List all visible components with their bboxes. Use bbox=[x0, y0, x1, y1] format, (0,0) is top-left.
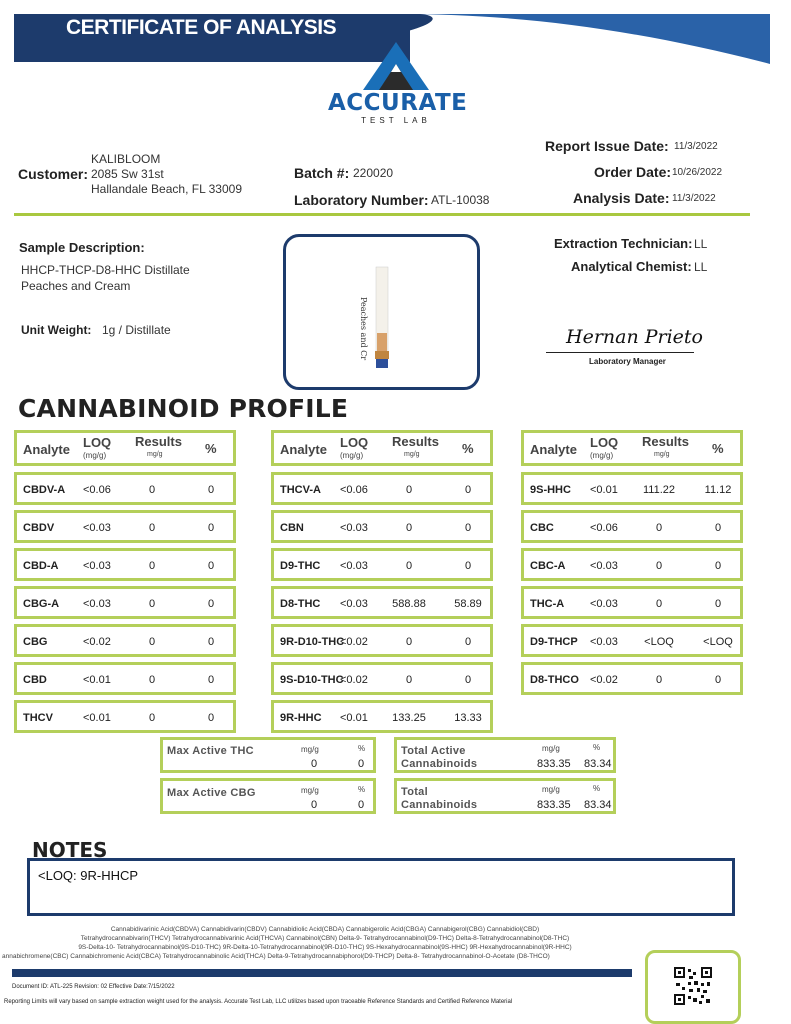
analyte-percent: 0 bbox=[464, 522, 472, 534]
analyte-name: CBC bbox=[530, 522, 554, 534]
header-analyte: Analyte bbox=[280, 442, 327, 457]
disclaimer-text: Reporting Limits will vary based on sample extraction weight used for the analysis. Accurate Test Lab, LLC utilizes based upon traceable Reference Standards and Certified Reference Material bbox=[4, 999, 513, 1005]
analyte-percent: 0 bbox=[714, 522, 722, 534]
table-row bbox=[14, 472, 236, 505]
analyte-result: 0 bbox=[405, 636, 413, 648]
table-row bbox=[521, 510, 743, 543]
glossary-line3: 9S-Delta-10- Tetrahydrocannabinol(9S-D10-THC) 9R-Delta-10-Tetrahydrocannabinol(9R-D10-THC) 9S-Hexahydrocannabinol(9S-HHC) 9R-Hexahydrocannabinol(9R-HHC) bbox=[78, 944, 572, 951]
sample-photo-label: Peaches and Cr bbox=[359, 297, 368, 361]
analyte-result: 0 bbox=[148, 484, 156, 496]
analyte-name: 9R-HHC bbox=[280, 712, 322, 724]
table-row bbox=[14, 510, 236, 543]
extraction-technician-value: LL bbox=[694, 237, 708, 251]
max-active-cbg-pct: 0 bbox=[358, 799, 365, 811]
total-active-cannabinoids-box bbox=[394, 737, 616, 773]
analyte-name: THC-A bbox=[530, 598, 565, 610]
max-active-cbg-pct-unit: % bbox=[358, 785, 366, 794]
analyte-result: <LOQ bbox=[644, 636, 674, 648]
table-row bbox=[14, 662, 236, 695]
analytical-chemist-value: LL bbox=[694, 260, 708, 274]
table-row bbox=[521, 586, 743, 619]
customer-name: KALIBLOOM bbox=[91, 152, 161, 166]
header-loq-unit: (mg/g) bbox=[83, 451, 107, 460]
analyte-loq: <0.06 bbox=[590, 522, 618, 534]
header-results-unit: mg/g bbox=[147, 451, 163, 458]
analyte-result: 0 bbox=[148, 712, 156, 724]
qr-code-frame bbox=[645, 950, 741, 1024]
analyte-result: 111.22 bbox=[642, 484, 675, 496]
table-header bbox=[14, 430, 236, 466]
total-active-value: 833.35 bbox=[537, 758, 571, 770]
table-row bbox=[14, 700, 236, 733]
analyte-result: 0 bbox=[655, 560, 663, 572]
laboratory-manager-label: Laboratory Manager bbox=[589, 357, 666, 366]
sample-description-line1: HHCP-THCP-D8-HHC Distillate bbox=[21, 263, 190, 277]
analyte-name: THCV bbox=[23, 712, 53, 724]
header-loq: LOQ bbox=[83, 435, 112, 450]
total-unit: mg/g bbox=[542, 785, 560, 794]
analyte-result: 133.25 bbox=[392, 712, 426, 724]
analyte-result: 0 bbox=[405, 560, 413, 572]
analysis-date-label: Analysis Date: bbox=[573, 190, 670, 206]
analyte-name: 9S-HHC bbox=[530, 484, 571, 496]
max-active-cbg-box bbox=[160, 778, 376, 814]
total-active-pct-unit: % bbox=[593, 743, 601, 752]
total-active-unit: mg/g bbox=[542, 744, 560, 753]
header-results-unit: mg/g bbox=[404, 451, 420, 458]
analyte-name: CBN bbox=[280, 522, 304, 534]
analyte-percent: 0 bbox=[207, 636, 215, 648]
analyte-loq: <0.01 bbox=[590, 484, 618, 496]
analyte-loq: <0.01 bbox=[83, 674, 111, 686]
analyte-loq: <0.02 bbox=[340, 636, 368, 648]
table-row bbox=[271, 662, 493, 695]
table-row bbox=[271, 700, 493, 733]
total-cannabinoids-box bbox=[394, 778, 616, 814]
analyte-loq: <0.03 bbox=[590, 598, 618, 610]
analyte-percent: 0 bbox=[464, 484, 472, 496]
analyte-percent: 0 bbox=[464, 560, 472, 572]
document-title: CERTIFICATE OF ANALYSIS bbox=[66, 16, 337, 39]
analyte-result: 0 bbox=[405, 674, 413, 686]
mountain-logo-icon bbox=[361, 40, 431, 92]
sample-syringe-image bbox=[286, 237, 477, 387]
header-loq-unit: (mg/g) bbox=[590, 451, 614, 460]
analyte-percent: 58.89 bbox=[454, 598, 482, 610]
analyte-loq: <0.03 bbox=[340, 560, 368, 572]
lab-number-label: Laboratory Number: bbox=[294, 192, 429, 208]
analyte-result: 588.88 bbox=[392, 598, 426, 610]
analyte-loq: <0.01 bbox=[83, 712, 111, 724]
analyte-result: 0 bbox=[148, 636, 156, 648]
logo-subtitle: TEST LAB bbox=[361, 116, 431, 125]
total-label-line2: Cannabinoids bbox=[401, 799, 478, 811]
table-row bbox=[271, 510, 493, 543]
analysis-date-value: 11/3/2022 bbox=[672, 193, 716, 204]
table-row bbox=[271, 472, 493, 505]
analyte-percent: 0 bbox=[207, 598, 215, 610]
max-active-thc-pct-unit: % bbox=[358, 744, 366, 753]
analyte-percent: 0 bbox=[207, 484, 215, 496]
analyte-result: 0 bbox=[405, 484, 413, 496]
analyte-percent: 0 bbox=[207, 522, 215, 534]
max-active-thc-box bbox=[160, 737, 376, 773]
footer-bar bbox=[12, 969, 632, 977]
analyte-percent: 0 bbox=[464, 674, 472, 686]
analyte-loq: <0.02 bbox=[340, 674, 368, 686]
report-date-label: Report Issue Date: bbox=[545, 138, 669, 154]
table-row bbox=[521, 472, 743, 505]
analyte-name: 9R-D10-THC bbox=[280, 636, 345, 648]
total-label-line1: Total bbox=[401, 786, 428, 798]
company-logo bbox=[328, 40, 468, 130]
analyte-loq: <0.02 bbox=[590, 674, 618, 686]
table-row bbox=[521, 662, 743, 695]
max-active-cbg-unit: mg/g bbox=[301, 786, 319, 795]
analyte-name: CBG-A bbox=[23, 598, 60, 610]
analyte-result: 0 bbox=[148, 522, 156, 534]
table-row bbox=[271, 624, 493, 657]
analyte-name: CBC-A bbox=[530, 560, 566, 572]
notes-text: <LOQ: 9R-HHCP bbox=[38, 868, 139, 883]
unit-weight-label: Unit Weight: bbox=[21, 323, 92, 337]
analyte-result: 0 bbox=[148, 598, 156, 610]
analyte-name: 9S-D10-THC bbox=[280, 674, 344, 686]
signature: Hernan Prieto bbox=[566, 326, 703, 348]
analyte-name: THCV-A bbox=[280, 484, 321, 496]
analyte-loq: <0.03 bbox=[590, 560, 618, 572]
analyte-name: CBDV bbox=[23, 522, 55, 534]
analyte-name: CBD-A bbox=[23, 560, 59, 572]
analyte-loq: <0.03 bbox=[340, 522, 368, 534]
table-header bbox=[521, 430, 743, 466]
analyte-result: 0 bbox=[148, 560, 156, 572]
analyte-percent: 13.33 bbox=[454, 712, 482, 724]
total-pct-unit: % bbox=[593, 784, 601, 793]
sample-photo-frame bbox=[283, 234, 480, 390]
header-percent: % bbox=[712, 441, 724, 456]
signature-line bbox=[546, 352, 694, 353]
analyte-name: D9-THCP bbox=[530, 636, 578, 648]
customer-address-line2: Hallandale Beach, FL 33009 bbox=[91, 182, 242, 196]
max-active-thc-pct: 0 bbox=[358, 758, 365, 770]
analyte-loq: <0.01 bbox=[340, 712, 368, 724]
notes-box bbox=[27, 858, 735, 916]
table-header bbox=[271, 430, 493, 466]
analyte-name: D8-THC bbox=[280, 598, 321, 610]
analyte-loq: <0.03 bbox=[590, 636, 618, 648]
glossary-line4: annabichromene(CBC) Cannabichromenic Acid(CBCA) Tetrahydrocannabinolic Acid(THCA) Delta-9-Tetrahydrocannabiphorol(D9-THCP) Delta-8- Tetrahydrocannabinol-O-Acetate (D8-THCO) bbox=[2, 953, 550, 960]
analyte-name: CBD bbox=[23, 674, 47, 686]
cannabinoid-profile-title: CANNABINOID PROFILE bbox=[18, 394, 349, 423]
notes-title: NOTES bbox=[32, 838, 108, 862]
analyte-result: 0 bbox=[655, 522, 663, 534]
analyte-percent: 0 bbox=[207, 674, 215, 686]
analyte-loq: <0.03 bbox=[83, 598, 111, 610]
analyte-result: 0 bbox=[655, 598, 663, 610]
glossary-line2: Tetrahydrocannabivarin(THCV) Tetrahydrocannabivarinic Acid(THCVA) Cannabinol(CBN) Delta-9- Tetrahydrocannabinol(D9-THC) Delta-8-Tetrahydrocannabinol(D8-THC) bbox=[80, 935, 570, 942]
analyte-percent: 0 bbox=[207, 712, 215, 724]
glossary-line1: Cannabidivarinic Acid(CBDVA) Cannabidivarin(CBDV) Cannabidiolic Acid(CBDA) Cannabigerolic Acid(CBGA) Cannabigerol(CBG) Cannabidiol(CBD) bbox=[110, 926, 540, 933]
total-pct: 83.34 bbox=[584, 799, 612, 811]
total-active-pct: 83.34 bbox=[584, 758, 612, 770]
table-row bbox=[14, 548, 236, 581]
header-analyte: Analyte bbox=[530, 442, 577, 457]
analyte-result: 0 bbox=[405, 522, 413, 534]
analyte-percent: 11.12 bbox=[704, 484, 732, 496]
customer-label: Customer: bbox=[18, 166, 89, 182]
analyte-result: 0 bbox=[655, 674, 663, 686]
analyte-name: D9-THC bbox=[280, 560, 321, 572]
analyte-name: D8-THCO bbox=[530, 674, 579, 686]
max-active-thc-label: Max Active THC bbox=[167, 745, 254, 757]
table-row bbox=[271, 586, 493, 619]
analyte-name: CBDV-A bbox=[23, 484, 66, 496]
header-divider bbox=[14, 213, 750, 216]
analyte-loq: <0.03 bbox=[340, 598, 368, 610]
header-loq-unit: (mg/g) bbox=[340, 451, 364, 460]
header-results: Results bbox=[642, 434, 689, 449]
table-row bbox=[14, 624, 236, 657]
order-date-value: 10/26/2022 bbox=[672, 167, 723, 178]
analyte-percent: <LOQ bbox=[703, 636, 733, 648]
analyte-result: 0 bbox=[148, 674, 156, 686]
header-analyte: Analyte bbox=[23, 442, 70, 457]
analyte-loq: <0.06 bbox=[83, 484, 111, 496]
customer-address-line1: 2085 Sw 31st bbox=[91, 167, 164, 181]
document-id-line: Document ID: ATL-225 Revision: 02 Effective Date:7/15/2022 bbox=[12, 984, 175, 990]
analyte-percent: 0 bbox=[714, 560, 722, 572]
lab-number-value: ATL-10038 bbox=[431, 193, 490, 207]
header-percent: % bbox=[462, 441, 474, 456]
max-active-cbg-value: 0 bbox=[311, 799, 318, 811]
logo-name: ACCURATE bbox=[328, 90, 468, 116]
max-active-thc-value: 0 bbox=[311, 758, 318, 770]
max-active-cbg-label: Max Active CBG bbox=[167, 787, 256, 799]
header-results: Results bbox=[392, 434, 439, 449]
header-percent: % bbox=[205, 441, 217, 456]
extraction-technician-label: Extraction Technician: bbox=[554, 236, 693, 251]
header-results: Results bbox=[135, 434, 182, 449]
sample-description-line2: Peaches and Cream bbox=[21, 279, 131, 293]
analyte-loq: <0.06 bbox=[340, 484, 368, 496]
table-row bbox=[271, 548, 493, 581]
total-active-label-line1: Total Active bbox=[401, 745, 466, 757]
analyte-percent: 0 bbox=[714, 674, 722, 686]
qr-code-icon bbox=[648, 953, 738, 1021]
unit-weight-value: 1g / Distillate bbox=[102, 323, 171, 337]
analyte-loq: <0.03 bbox=[83, 522, 111, 534]
table-row bbox=[521, 548, 743, 581]
order-date-label: Order Date: bbox=[594, 164, 672, 180]
header-loq: LOQ bbox=[340, 435, 369, 450]
total-active-label-line2: Cannabinoids bbox=[401, 758, 478, 770]
analytical-chemist-label: Analytical Chemist: bbox=[571, 259, 692, 274]
analyte-name: CBG bbox=[23, 636, 48, 648]
sample-description-label: Sample Description: bbox=[19, 240, 145, 255]
analyte-percent: 0 bbox=[714, 598, 722, 610]
header-results-unit: mg/g bbox=[654, 451, 670, 458]
table-row bbox=[521, 624, 743, 657]
total-value: 833.35 bbox=[537, 799, 571, 811]
analyte-percent: 0 bbox=[207, 560, 215, 572]
header-loq: LOQ bbox=[590, 435, 619, 450]
table-row bbox=[14, 586, 236, 619]
max-active-thc-unit: mg/g bbox=[301, 745, 319, 754]
analyte-percent: 0 bbox=[464, 636, 472, 648]
report-date-value: 11/3/2022 bbox=[674, 141, 718, 152]
analyte-loq: <0.03 bbox=[83, 560, 111, 572]
batch-value: 220020 bbox=[353, 166, 394, 180]
analyte-loq: <0.02 bbox=[83, 636, 111, 648]
batch-label: Batch #: bbox=[294, 165, 350, 181]
